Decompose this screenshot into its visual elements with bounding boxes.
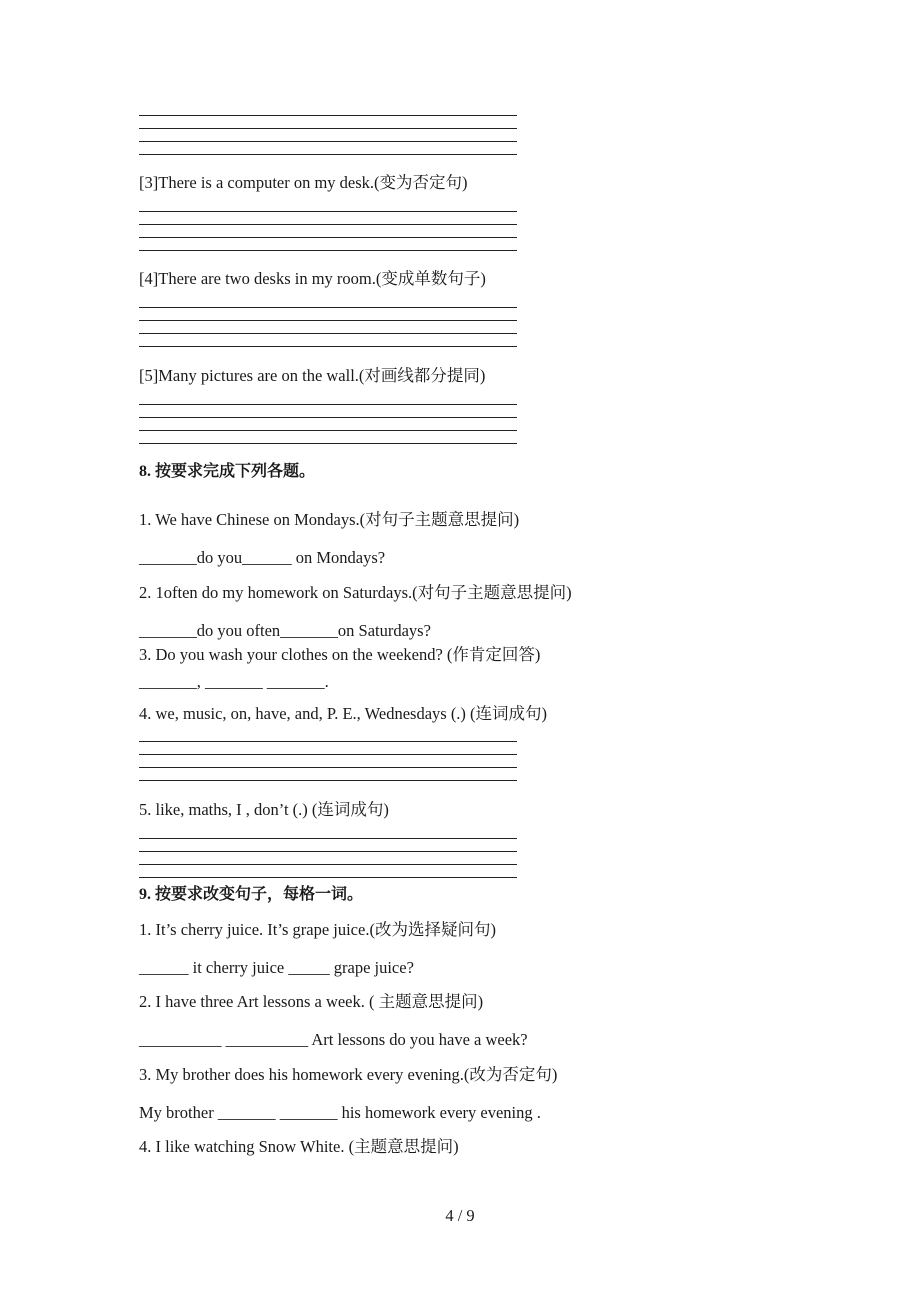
answer-9-3[interactable]: My brother _______ _______ his homework every evening .	[139, 1103, 541, 1122]
answer-lines[interactable]	[139, 838, 517, 890]
answer-9-2[interactable]: __________ __________ Art lessons do you have a week?	[139, 1030, 528, 1049]
question-8-5: 5. like, maths, I , don’t (.) (连词成句)	[139, 800, 389, 819]
answer-8-1[interactable]: _______do you______ on Mondays?	[139, 548, 386, 567]
answer-lines[interactable]	[139, 211, 517, 263]
question-9-4: 4. I like watching Snow White. (主题意思提问)	[139, 1137, 459, 1156]
question-9-1: 1. It’s cherry juice. It’s grape juice.(改为选择疑问句)	[139, 920, 496, 939]
answer-lines[interactable]	[139, 307, 517, 359]
question-9-3: 3. My brother does his homework every evening.(改为否定句)	[139, 1065, 558, 1084]
answer-lines[interactable]	[139, 115, 517, 167]
answer-lines[interactable]	[139, 741, 517, 793]
question-7-4: [4]There are two desks in my room.(变成单数句子)	[139, 269, 486, 288]
answer-8-2[interactable]: _______do you often_______on Saturdays?	[139, 621, 431, 640]
section-8-heading: 8. 按要求完成下列各题。	[139, 463, 316, 480]
page-number: 4 / 9	[445, 1206, 475, 1225]
answer-8-3[interactable]: _______, _______ _______.	[139, 672, 329, 691]
question-8-2: 2. 1often do my homework on Saturdays.(对句子主题意思提问)	[139, 583, 572, 602]
question-7-5: [5]Many pictures are on the wall.(对画线都分提同)	[139, 366, 486, 385]
question-8-3: 3. Do you wash your clothes on the weekend? (作肯定回答)	[139, 645, 541, 664]
answer-lines[interactable]	[139, 404, 517, 456]
question-8-1: 1. We have Chinese on Mondays.(对句子主题意思提问)	[139, 510, 520, 529]
question-7-3: [3]There is a computer on my desk.(变为否定句)	[139, 173, 468, 192]
answer-9-1[interactable]: ______ it cherry juice _____ grape juice?	[139, 958, 414, 977]
question-9-2: 2. I have three Art lessons a week. ( 主题意思提问)	[139, 992, 484, 1011]
question-8-4: 4. we, music, on, have, and, P. E., Wednesdays (.) (连词成句)	[139, 704, 548, 723]
section-9-heading: 9. 按要求改变句子，每格一词。	[139, 886, 364, 903]
